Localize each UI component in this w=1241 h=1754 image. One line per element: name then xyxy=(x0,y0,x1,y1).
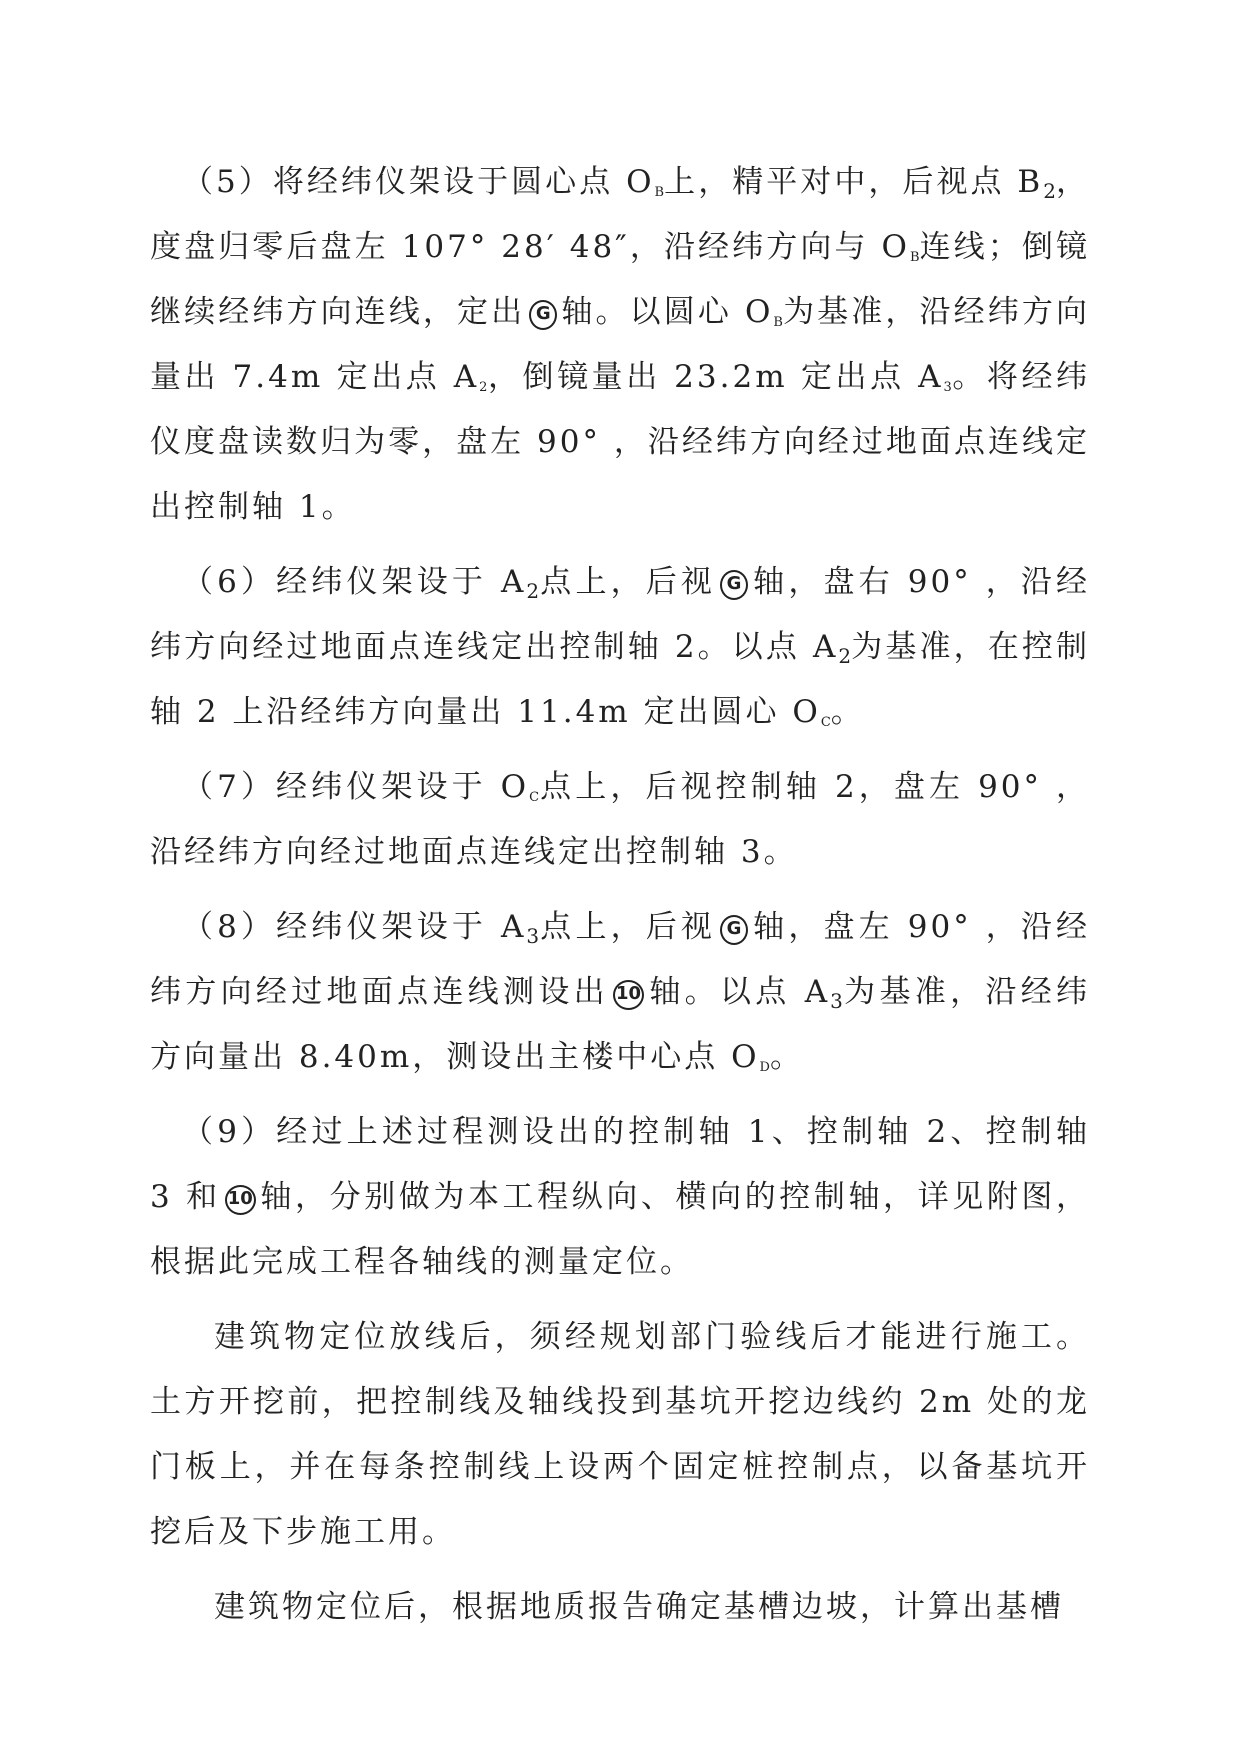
text: 。 xyxy=(830,694,865,730)
subscript: 2 xyxy=(479,380,488,395)
subscript: C xyxy=(820,715,831,730)
text: 点上，后视 xyxy=(539,909,717,945)
subscript: B xyxy=(773,315,783,330)
text: 为基准，沿经纬方向量出 8.40m，测设出主楼中心点 O xyxy=(150,974,1091,1075)
text: 轴。以圆心 O xyxy=(561,294,774,330)
text: （8）经纬仪架设于 A xyxy=(182,909,527,945)
text: 点上，后视控制轴 2，盘左 90° ，沿经纬方向经过地面点连线定出控制轴 3。 xyxy=(150,769,1090,870)
text: 上，精平对中，后视点 B xyxy=(664,164,1044,200)
subscript: D xyxy=(759,1060,770,1075)
subscript: 3 xyxy=(526,924,540,948)
subscript: 2 xyxy=(838,644,852,668)
text: （5）将经纬仪架设于圆心点 O xyxy=(182,164,655,200)
text: 连线；倒镜继续经纬方向连线，定出 xyxy=(150,229,1091,330)
axis-10-symbol: 10 xyxy=(613,980,644,1010)
subscript: 2 xyxy=(526,579,540,603)
text: （9）经过上述过程测设出的控制轴 1、控制轴 2、控制轴 3 和 xyxy=(150,1114,1091,1215)
document-page xyxy=(150,150,1090,1640)
text: 。 xyxy=(769,1039,804,1075)
text: 为基准，沿经纬方向量出 7.4m 定出点 A xyxy=(150,294,1091,395)
paragraph-step-8 xyxy=(150,895,1090,1090)
text: 点上，后视 xyxy=(539,564,717,600)
paragraph-step-9 xyxy=(150,1100,1090,1295)
text: 轴，盘右 90° ，沿经纬方向经过地面点连线定出控制轴 2。以点 A xyxy=(150,564,1090,665)
text: 。将经纬仪度盘读数归为零，盘左 90° ，沿经纬方向经过地面点连线定出控制轴 1。 xyxy=(150,359,1090,525)
subscript: 2 xyxy=(1043,179,1056,203)
paragraph-verification: 建筑物定位放线后，须经规划部门验线后才能进行施工。土方开挖前，把控制线及轴线投到基坑开挖边线约 2m 处的龙门板上，并在每条控制线上设两个固定桩控制点，以备基坑开挖后及下步施工用。 xyxy=(150,1319,1090,1550)
subscript: C xyxy=(529,790,540,805)
subscript: B xyxy=(909,250,920,265)
text: ，度盘归零后盘左 107° 28′ 48″，沿经纬方向与 O xyxy=(150,164,1090,265)
text: （6）经纬仪架设于 A xyxy=(182,564,527,600)
paragraph-foundation: 建筑物定位后，根据地质报告确定基槽边坡，计算出基槽 xyxy=(214,1589,1064,1625)
text: 为基准，在控制轴 2 上沿经纬方向量出 11.4m 定出圆心 O xyxy=(150,629,1090,730)
axis-10-symbol: 10 xyxy=(225,1185,256,1215)
text: （7）经纬仪架设于 O xyxy=(182,769,530,805)
paragraph-step-7 xyxy=(150,755,1090,885)
paragraph-step-5 xyxy=(150,150,1090,540)
axis-g-symbol: G xyxy=(720,915,748,945)
subscript: 3 xyxy=(830,989,843,1013)
paragraph-step-6 xyxy=(150,550,1090,745)
axis-g-symbol: G xyxy=(720,570,748,600)
subscript: B xyxy=(654,185,665,200)
text: 轴，盘左 90° ，沿经纬方向经过地面点连线测设出 xyxy=(150,909,1090,1010)
text: 轴。以点 A xyxy=(648,974,831,1010)
text: 轴，分别做为本工程纵向、横向的控制轴，详见附图，根据此完成工程各轴线的测量定位。 xyxy=(150,1179,1091,1280)
subscript: 3 xyxy=(943,380,952,395)
text: ，倒镜量出 23.2m 定出点 A xyxy=(487,359,944,395)
axis-g-symbol: G xyxy=(529,300,557,330)
